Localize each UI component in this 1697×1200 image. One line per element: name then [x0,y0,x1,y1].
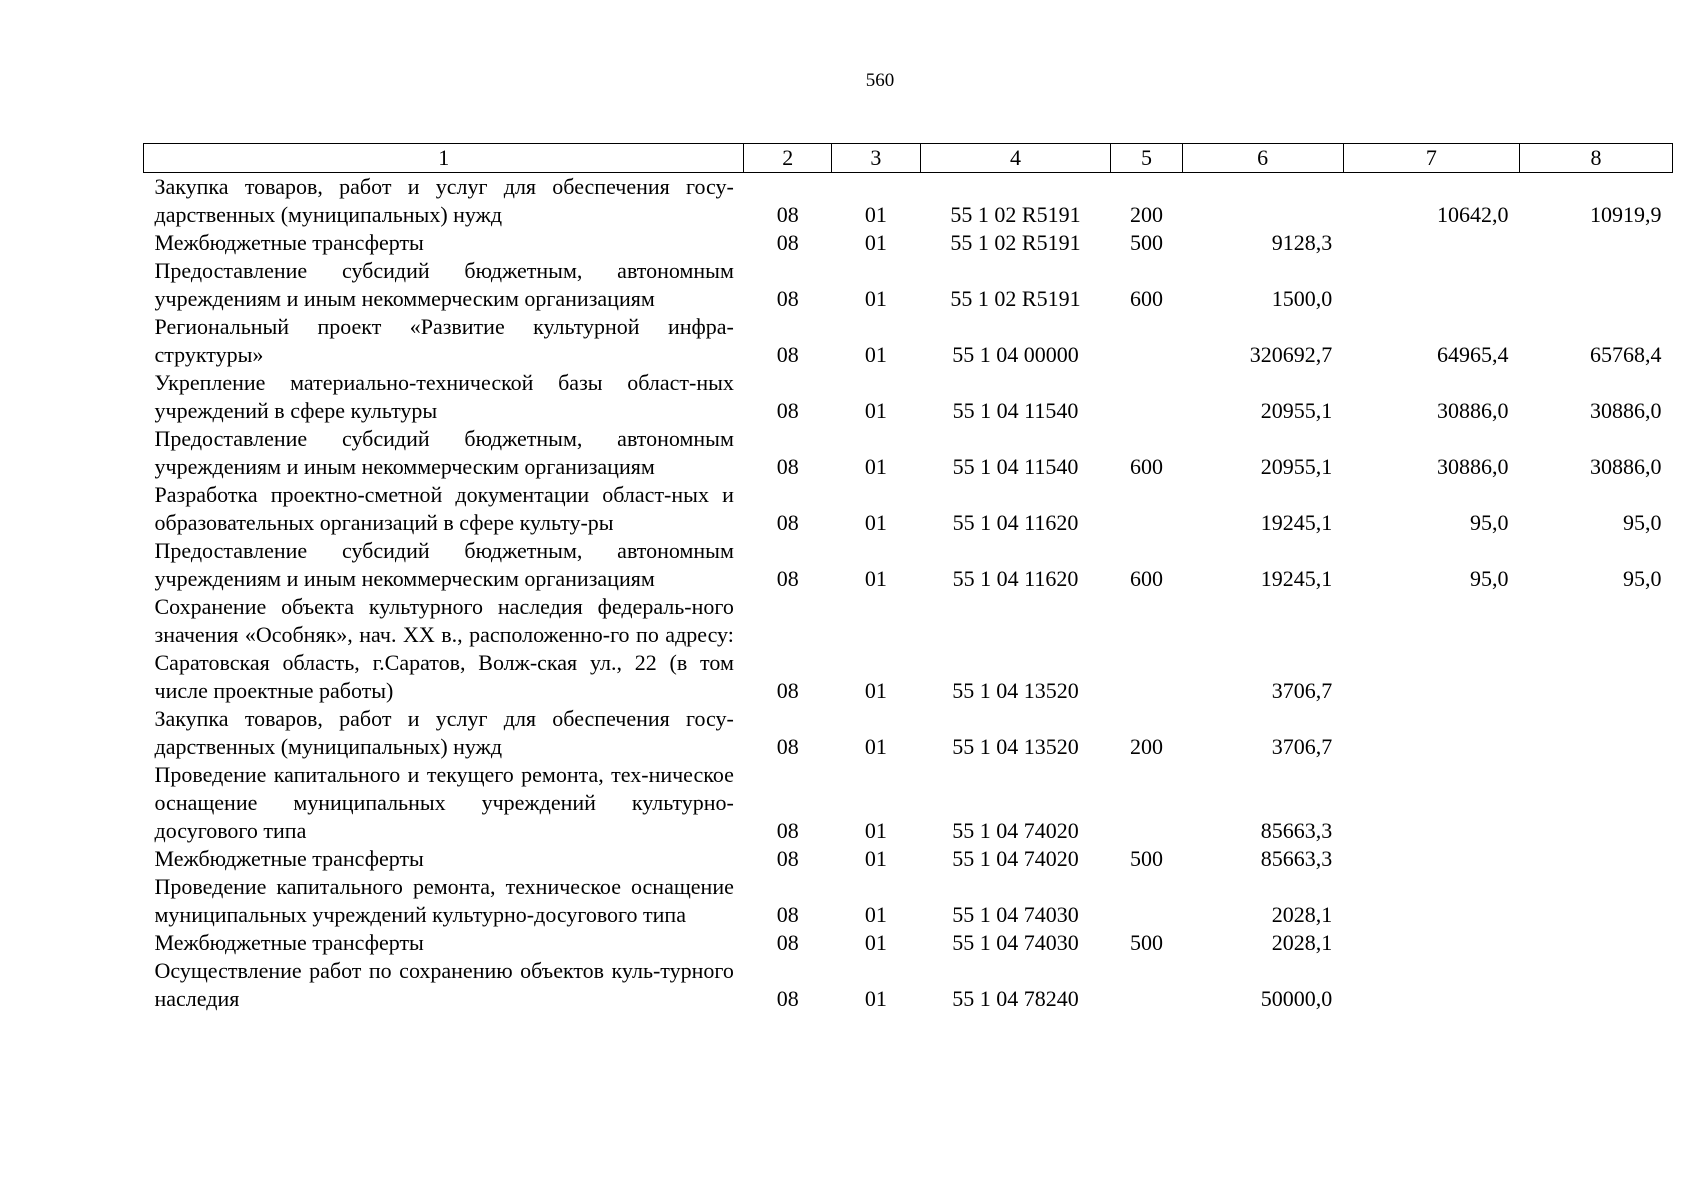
column-header-7: 7 [1343,144,1519,173]
amount-col6-cell: 320692,7 [1249,342,1333,367]
expense-type-cell: 600 [1129,454,1163,479]
expense-type-cell [1111,873,1182,929]
amount-col6-cell: 20955,1 [1260,398,1333,423]
section-cell: 08 [776,734,799,759]
amount-col8-cell: 30886,0 [1590,398,1662,423]
column-header-3: 3 [832,144,921,173]
column-header-2: 2 [744,144,832,173]
amount-col8-cell [1520,229,1673,257]
amount-col8-cell: 10919,9 [1590,202,1662,227]
column-header-5: 5 [1111,144,1182,173]
table-row [144,229,1673,257]
subsection-cell: 01 [864,678,887,703]
subsection-cell: 01 [864,818,887,843]
row-name-cell: Разработка проектно-сметной документации област-ных и образовательных организаций в сфере культу-ры [154,482,734,535]
column-number-header [144,144,1673,173]
row-name-cell: Межбюджетные трансферты [154,930,424,955]
row-name-cell: Предоставление субсидий бюджетным, автономным учреждениям и иным некоммерческим организациям [154,538,734,591]
target-article-cell: 55 1 04 74020 [952,846,1079,871]
row-name-cell: Межбюджетные трансферты [154,230,424,255]
section-cell: 08 [776,818,799,843]
amount-col8-cell: 65768,4 [1590,342,1662,367]
amount-col8-cell [1520,929,1673,957]
table-row [144,705,1673,761]
amount-col6-cell: 85663,3 [1260,818,1333,843]
table-row [144,873,1673,929]
target-article-cell: 55 1 04 74020 [952,818,1079,843]
subsection-cell: 01 [864,734,887,759]
amount-col6-cell: 19245,1 [1260,510,1333,535]
table-row [144,957,1673,1013]
amount-col7-cell [1343,845,1519,873]
amount-col6-cell: 2028,1 [1271,902,1333,927]
amount-col7-cell: 95,0 [1470,566,1509,591]
table-row [144,537,1673,593]
row-name-cell: Проведение капитального и текущего ремонта, тех-ническое оснащение муниципальных учреждений культурно-досугового типа [154,762,734,843]
section-cell: 08 [776,202,799,227]
amount-col7-cell [1343,229,1519,257]
expense-type-cell: 600 [1129,286,1163,311]
table-row [144,845,1673,873]
amount-col7-cell [1343,257,1519,313]
amount-col6-cell: 3706,7 [1271,734,1333,759]
row-name-cell: Сохранение объекта культурного наследия федераль-ного значения «Особняк», нач. XX в., расположенно-го по адресу: Саратовская область, г.Саратов, Волж-ская ул., 22 (в том числе проектные работы) [154,594,734,703]
target-article-cell: 55 1 04 11540 [952,398,1079,423]
table-row [144,481,1673,537]
target-article-cell: 55 1 04 78240 [952,986,1079,1011]
section-cell: 08 [776,678,799,703]
table-row [144,593,1673,705]
target-article-cell: 55 1 02 R5191 [950,202,1081,227]
amount-col8-cell [1520,845,1673,873]
table-row [144,761,1673,845]
amount-col6-cell: 19245,1 [1260,566,1333,591]
amount-col6-cell: 50000,0 [1260,986,1333,1011]
subsection-cell: 01 [864,286,887,311]
row-name-cell: Предоставление субсидий бюджетным, автономным учреждениям и иным некоммерческим организациям [154,426,734,479]
expense-type-cell [1111,593,1182,705]
target-article-cell: 55 1 04 13520 [952,678,1079,703]
target-article-cell: 55 1 04 74030 [952,930,1079,955]
subsection-cell: 01 [864,398,887,423]
subsection-cell: 01 [864,930,887,955]
budget-table [143,143,1673,1013]
amount-col8-cell [1520,873,1673,929]
section-cell: 08 [776,510,799,535]
row-name-cell: Региональный проект «Развитие культурной инфра-структуры» [154,314,734,367]
expense-type-cell [1111,761,1182,845]
section-cell: 08 [776,930,799,955]
section-cell: 08 [776,902,799,927]
amount-col6-cell: 1500,0 [1271,286,1333,311]
page-number: 560 [865,70,895,91]
amount-col8-cell [1520,705,1673,761]
subsection-cell: 01 [864,230,887,255]
amount-col8-cell [1520,593,1673,705]
expense-type-cell [1111,481,1182,537]
amount-col6-cell: 20955,1 [1260,454,1333,479]
target-article-cell: 55 1 04 11620 [952,566,1079,591]
section-cell: 08 [776,986,799,1011]
table-row [144,173,1673,230]
amount-col8-cell [1520,761,1673,845]
amount-col7-cell [1343,873,1519,929]
subsection-cell: 01 [864,454,887,479]
row-name-cell: Осуществление работ по сохранению объектов куль-турного наследия [154,958,734,1011]
target-article-cell: 55 1 02 R5191 [950,230,1081,255]
expense-type-cell: 500 [1129,930,1163,955]
table-body [144,173,1673,1014]
column-header-4: 4 [920,144,1111,173]
subsection-cell: 01 [864,202,887,227]
amount-col6-cell [1182,173,1343,230]
column-header-6: 6 [1182,144,1343,173]
target-article-cell: 55 1 02 R5191 [950,286,1081,311]
expense-type-cell [1111,957,1182,1013]
section-cell: 08 [776,230,799,255]
target-article-cell: 55 1 04 74030 [952,902,1079,927]
amount-col8-cell: 95,0 [1623,566,1662,591]
subsection-cell: 01 [864,342,887,367]
target-article-cell: 55 1 04 13520 [952,734,1079,759]
amount-col7-cell: 30886,0 [1437,398,1509,423]
amount-col7-cell [1343,957,1519,1013]
section-cell: 08 [776,398,799,423]
table-row [144,313,1673,369]
amount-col7-cell [1343,761,1519,845]
subsection-cell: 01 [864,566,887,591]
expense-type-cell: 200 [1129,202,1163,227]
table-row [144,369,1673,425]
amount-col7-cell: 10642,0 [1437,202,1509,227]
target-article-cell: 55 1 04 00000 [952,342,1079,367]
column-header-1: 1 [144,144,744,173]
section-cell: 08 [776,454,799,479]
expense-type-cell [1111,313,1182,369]
amount-col7-cell: 64965,4 [1437,342,1509,367]
amount-col8-cell: 30886,0 [1590,454,1662,479]
amount-col7-cell [1343,705,1519,761]
row-name-cell: Укрепление материально-технической базы област-ных учреждений в сфере культуры [154,370,734,423]
amount-col6-cell: 9128,3 [1271,230,1333,255]
target-article-cell: 55 1 04 11540 [952,454,1079,479]
section-cell: 08 [776,286,799,311]
expense-type-cell: 500 [1129,230,1163,255]
subsection-cell: 01 [864,902,887,927]
expense-type-cell: 600 [1129,566,1163,591]
row-name-cell: Закупка товаров, работ и услуг для обеспечения госу-дарственных (муниципальных) нужд [154,174,734,227]
subsection-cell: 01 [864,510,887,535]
amount-col7-cell: 30886,0 [1437,454,1509,479]
amount-col6-cell: 2028,1 [1271,930,1333,955]
row-name-cell: Закупка товаров, работ и услуг для обеспечения госу-дарственных (муниципальных) нужд [154,706,734,759]
expense-type-cell: 200 [1129,734,1163,759]
section-cell: 08 [776,342,799,367]
amount-col8-cell [1520,957,1673,1013]
subsection-cell: 01 [864,846,887,871]
row-name-cell: Проведение капитального ремонта, техническое оснащение муниципальных учреждений культурно-досугового типа [154,874,734,927]
amount-col7-cell [1343,593,1519,705]
row-name-cell: Межбюджетные трансферты [154,846,424,871]
amount-col8-cell: 95,0 [1623,510,1662,535]
table-row [144,929,1673,957]
table-row [144,425,1673,481]
row-name-cell: Предоставление субсидий бюджетным, автономным учреждениям и иным некоммерческим организациям [154,258,734,311]
amount-col7-cell [1343,929,1519,957]
table-row [144,257,1673,313]
section-cell: 08 [776,846,799,871]
amount-col8-cell [1520,257,1673,313]
column-header-8: 8 [1520,144,1673,173]
expense-type-cell: 500 [1129,846,1163,871]
amount-col6-cell: 3706,7 [1271,678,1333,703]
section-cell: 08 [776,566,799,591]
amount-col6-cell: 85663,3 [1260,846,1333,871]
subsection-cell: 01 [864,986,887,1011]
amount-col7-cell: 95,0 [1470,510,1509,535]
expense-type-cell [1111,369,1182,425]
target-article-cell: 55 1 04 11620 [952,510,1079,535]
